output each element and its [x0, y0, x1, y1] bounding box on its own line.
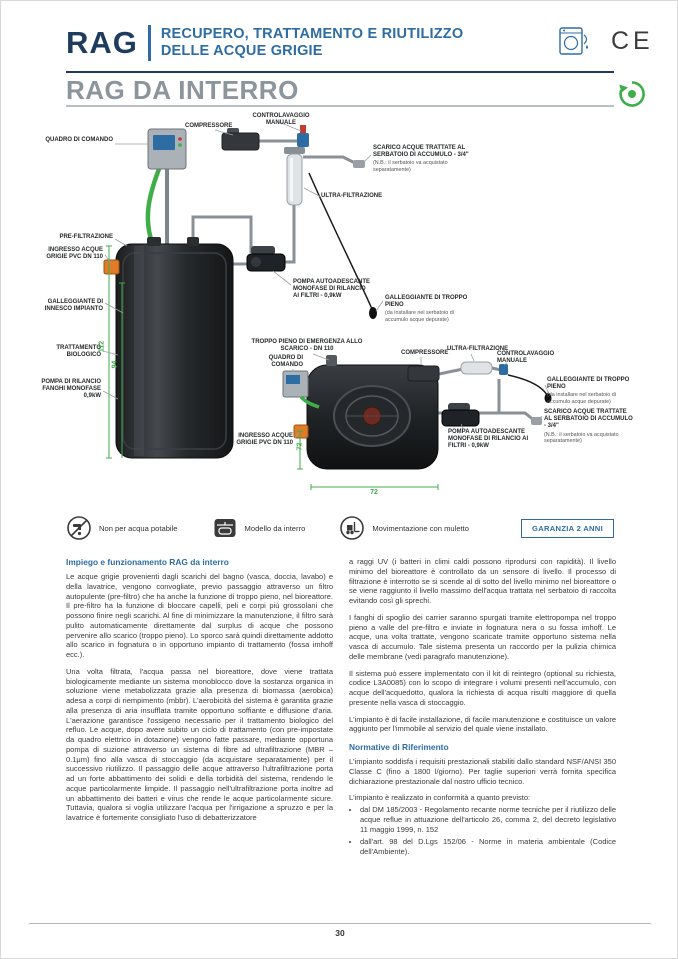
tank-1 — [116, 237, 233, 458]
label-scarico-1-note: (N.B.: il serbatoio va acquistato separatamente) — [373, 160, 448, 173]
left-column-heading: Impiego e funzionamento RAG da interro — [66, 557, 229, 567]
label-quadro-comando-1: QUADRO DI COMANDO — [45, 137, 113, 143]
control-panel-1 — [148, 129, 186, 169]
header-title-line1: RECUPERO, TRATTAMENTO E RIUTILIZZO — [160, 25, 464, 42]
footer-rule — [29, 923, 651, 924]
label-compressore-2: COMPRESSORE — [401, 350, 449, 356]
label-galleggiante-innesco-1: GALLEGGIANTE DI INNESCO IMPIANTO — [44, 299, 103, 313]
label-scarico-1 — [373, 145, 469, 173]
feature-label: Movimentazione con muletto — [372, 523, 469, 533]
paragraph: Le acque grigie provenienti dagli scarichi del bagno (vasca, doccia, lavabo) e della lavatrice, vengono convogliate, previo passaggio attraverso un filtro autopulente (pre-filtro) che ha anche la funzione di troppo pieno, nel bioreattore. Il pre-filtro ha la funzione di bloccare capelli, peli e corpi più grossolani che possono finire negli scarichi. Al fine di minimizzare la manutenzione, il filtro sarà pulito automaticamente direttamente dal surplus di acque che possono pervenire allo scarico (troppo pieno). Lo sporco sarà quindi direttamente addotto allo scarico in fognatura o in opportuno impianto di trattamento (fossa imhoff ecc.). — [66, 572, 333, 659]
backwash-valve-2 — [499, 364, 508, 375]
paragraph: Una volta filtrata, l'acqua passa nel bioreattore, dove viene trattata biologicamente mediante un sistema monoblocco dove la sostanza organica in soluzione viene metabolizzata grazie alla presenza di biomassa (aerobica) adesa a corpi di riempimento (mbbr). L'aerobicità del sistema è garantita grazie alla presenza di aria insufflata tramite opportuno soffiante e diffusione d'aria. L'aerazione garantisce l'ossigeno necessario per il trattamento biologico del refluo. Le acque, dopo avere subito un ciclo di trattamento (con pre-impostate da quadro elettrico in dotazione) vengono fatte passare, mediante opportuna pompa di suzione attraverso un sistema di fibre ad ultrafiltrazione (MBR – 0.1μm) fino alla vasca di stoccaggio (da acquistare separatamente) per il successivo riutilizzo. Il passaggio delle acque attraverso l'ultrafiltrazione porta ad un forte abbattimento dei solidi e della torbidità del sistema, rendendo le acque particolarmente limpide. Il passaggio nell'ultrafiltrazione porta inoltre ad un abbattimento dei batteri e virus che rende le acque particolarmente sicure. Tuttavia, qualora si voglia utilizzare l'acqua per l'irrigazione a spruzzo e per la lavatrice è fortemente consigliato l'uso di debatterizzatore — [66, 666, 333, 822]
feature-underground-model — [212, 515, 306, 541]
paragraph: I fanghi di spoglio dei carrier saranno spurgati tramite elettropompa nel troppo pieno a valle del pre-filtro e inviate in fognatura nera o su fossa imhoff. Le acque, una volta trattate, vengono scaricate tramite opportuno sistema nella vasca di accumulo. Tale sistema presenta un raccordo per la pulizia chimica delle membrane (vedi paragrafo manutenzione). — [349, 612, 616, 661]
compressor-1 — [222, 128, 259, 150]
features-row — [66, 515, 614, 541]
dimension-72-width: 72 — [370, 489, 378, 496]
underground-model-icon — [212, 515, 238, 541]
technical-diagram — [1, 113, 678, 513]
section-rule — [66, 105, 614, 107]
paragraph: Il sistema può essere implementato con il kit di reintegro (optional su richiesta, codice L3A0085) con lo scopo di integrare i volumi presenti nell'accumulo, con acque dell'acquedotto, qualora la richiesta di acqua risulti maggiore di quella presente nella vasca di stoccaggio. — [349, 668, 616, 707]
label-quadro-comando-2: QUADRO DI COMANDO — [268, 355, 303, 369]
pump-1 — [247, 246, 285, 271]
feature-label: Non per acqua potabile — [99, 523, 178, 533]
label-ingresso-2: INGRESSO ACQUE GRIGIE PVC DN 110 — [236, 433, 293, 447]
ce-mark: CE — [611, 27, 654, 55]
inlet-1 — [104, 260, 119, 274]
label-pompa-fanghi: POMPA DI RILANCIO FANGHI MONOFASE 0,9kW — [41, 379, 101, 400]
label-compressore-1: COMPRESSORE — [185, 123, 233, 129]
normative-list — [349, 805, 616, 857]
left-column — [66, 557, 333, 860]
header-title-line2: DELLE ACQUE GRIGIE — [160, 43, 323, 59]
no-potable-water-icon — [66, 515, 92, 541]
paragraph: L'impianto è di facile installazione, di facile manutenzione e costituisce un valore aggiunto per l'immobile al servizio del quale viene installato. — [349, 714, 616, 734]
paragraph: L'impianto soddisfa i requisiti prestazionali stabiliti dallo standard NSF/ANSI 350 Classe C (fino a 1800 l/giorno). Per taglie superiori verrà fornita specifica dichiarazione prestazionale dal nostro ufficio tecnico. — [349, 757, 616, 786]
right-column — [349, 557, 616, 860]
label-trattamento-biologico: TRATTAMENTO BIOLOGICO — [56, 345, 101, 359]
label-galleggiante-tp-1-text: GALLEGGIANTE DI TROPPO PIENO — [385, 295, 468, 309]
compressor-2 — [408, 366, 439, 381]
label-galleggiante-tp-2-note: (da installare nel serbatoio di accumulo acque depurate) — [547, 392, 616, 405]
dimension-112: 112 — [98, 340, 106, 353]
page-number: 30 — [335, 928, 345, 938]
uf-filter-2 — [461, 362, 492, 374]
warranty-badge: GARANZIA 2 ANNI — [521, 519, 614, 538]
list-item: • dall'art. 98 del D.Lgs 152/06 - Norme in materia ambientale (Codice dell'Ambiente). — [360, 837, 616, 857]
washing-machine-icon — [551, 21, 595, 65]
label-scarico-2-text: SCARICO ACQUE TRATTATE AL SERBATOIO DI ACCUMULO - 3/4" — [544, 409, 633, 430]
paragraph: L'impianto è realizzato in conformità a quanto previsto: — [349, 793, 531, 803]
label-galleggiante-tp-1 — [385, 295, 477, 323]
label-controlavaggio-2: CONTROLAVAGGIO MANUALE — [497, 351, 555, 365]
float-switch-1 — [369, 307, 377, 319]
brand-divider — [148, 25, 151, 61]
label-galleggiante-tp-2 — [547, 377, 635, 405]
feature-label: Modello da interro — [244, 523, 306, 533]
dimension-94: 94 — [111, 360, 119, 369]
feature-no-potable-water — [66, 515, 178, 541]
forklift-icon — [339, 515, 365, 541]
label-galleggiante-tp-2-text: GALLEGGIANTE DI TROPPO PIENO — [547, 377, 630, 391]
header — [66, 25, 463, 61]
paragraph: a raggi UV (i batteri in climi caldi possono riprodursi con rapidità). Il livello minimo del bioreattore è controllato da un sensore di livello. Il processo di filtrazione è interrotto se si scende al di sotto del livello minimo nel bioreattore o se viene raggiunto il livello massimo dell'acqua trattata nel serbatoio di raccolta evitando così gli sprechi. — [349, 557, 616, 605]
overflow-stub-2 — [326, 355, 337, 366]
label-ingresso-1: INGRESSO ACQUE GRIGIE PVC DN 110 — [46, 247, 103, 261]
label-scarico-2 — [544, 409, 636, 445]
label-prefiltrazione-1: PRE-FILTRAZIONE — [59, 234, 113, 240]
brand-logo: RAG — [66, 25, 138, 60]
list-item: • dal DM 185/2003 - Regolamento recante norme tecniche per il riutilizzo delle acque reflue in attuazione dell'articolo 26, comma 2, del decreto legislativo 11 maggio 1999, n. 152 — [360, 805, 616, 834]
uf-filter-1 — [284, 147, 305, 205]
label-troppo-pieno-emergenza: TROPPO PIENO DI EMERGENZA ALLO SCARICO - DN 110 — [251, 339, 363, 353]
normative-heading: Normative di Riferimento — [349, 742, 449, 752]
page-title: RAG DA INTERRO — [66, 75, 299, 105]
label-controlavaggio-1: CONTROLAVAGGIO MANUALE — [252, 113, 310, 127]
header-title — [161, 26, 463, 60]
label-scarico-1-text: SCARICO ACQUE TRATTATE AL SERBATOIO DI ACCUMULO - 3/4" — [373, 145, 469, 159]
label-scarico-2-note: (N.B.: il serbatoio va acquistato separatamente) — [544, 431, 619, 445]
dimension-72-height: 72 — [296, 442, 304, 451]
header-rule — [66, 71, 614, 73]
label-ultrafiltrazione-2: ULTRA-FILTRAZIONE — [447, 346, 509, 352]
pump-2 — [442, 403, 479, 426]
recycle-icon — [617, 79, 647, 109]
label-galleggiante-tp-1-note: (da installare nel serbatoio di accumulo acque depurate) — [385, 310, 454, 323]
label-pompa-filtri-2: POMPA AUTOADESCANTE MONOFASE DI RILANCIO AI FILTRI - 0,9kW — [448, 429, 529, 450]
body-text — [66, 557, 616, 860]
label-ultrafiltrazione-1: ULTRA-FILTRAZIONE — [321, 193, 383, 199]
backwash-valve-1 — [297, 125, 309, 147]
feature-forklift — [339, 515, 469, 541]
label-pompa-filtri-1: POMPA AUTOADESCANTE MONOFASE DI RILANCIO AI FILTRI - 0,9kW — [293, 279, 371, 300]
control-panel-2 — [283, 371, 308, 397]
